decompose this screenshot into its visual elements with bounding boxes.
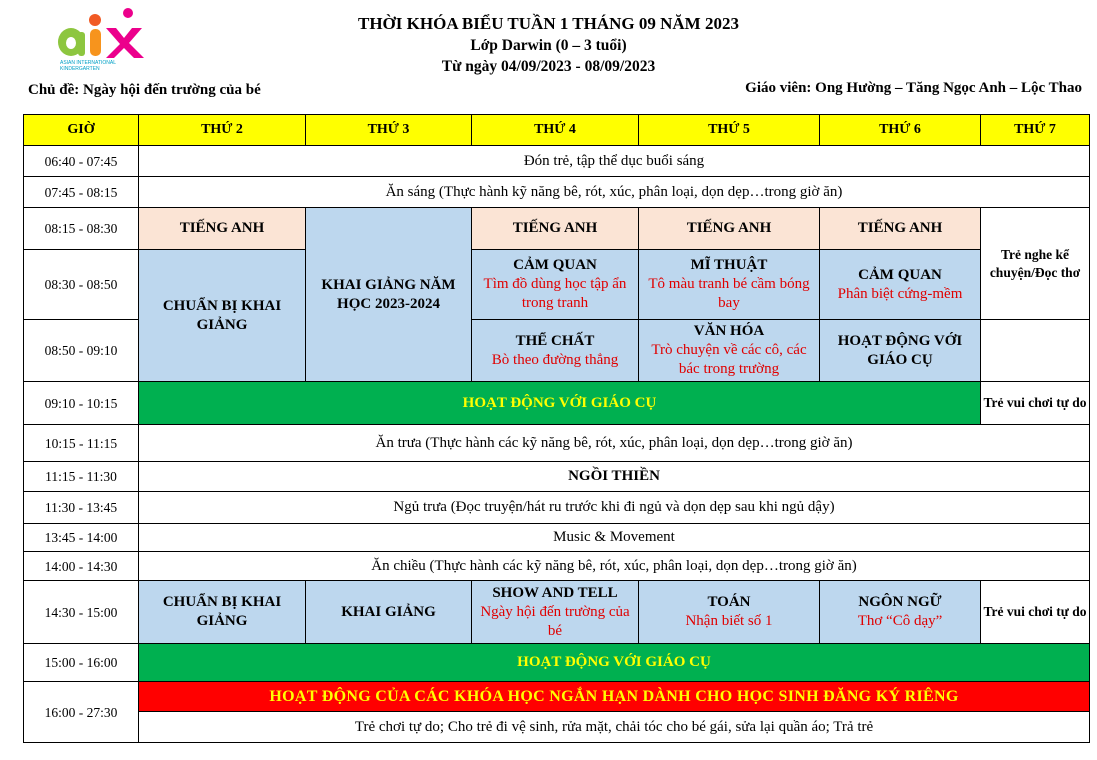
pm-fri-cell (820, 581, 981, 644)
fri-sensory-title: CẢM QUAN (858, 266, 942, 283)
thu-culture-desc: Trò chuyện về các cô, các bác trong trường (651, 342, 807, 377)
col-mon: THỨ 2 (139, 115, 306, 146)
fri-tools-cell: HOẠT ĐỘNG VỚI GIÁO CỤ (820, 320, 981, 382)
header-row (24, 115, 1090, 146)
fri-english-cell: TIẾNG ANH (820, 208, 981, 250)
table-row (24, 644, 1090, 682)
table-row (24, 492, 1090, 524)
wed-sensory-cell (472, 250, 639, 320)
mon-english-cell: TIẾNG ANH (139, 208, 306, 250)
meditation-cell: NGỒI THIỀN (139, 462, 1090, 492)
sat-empty-cell (981, 320, 1090, 382)
pm-thu-title: TOÁN (707, 594, 751, 610)
tools-activity-bar: HOẠT ĐỘNG VỚI GIÁO CỤ (139, 382, 981, 425)
table-row (24, 146, 1090, 177)
logo-text-1: ASIAN INTERNATIONAL (60, 60, 117, 66)
table-row (24, 552, 1090, 581)
pm-wed-cell (472, 581, 639, 644)
table-row (24, 524, 1090, 552)
table-row (24, 581, 1090, 644)
end-of-day-cell: Trẻ chơi tự do; Cho trẻ đi vệ sinh, rửa mặt, chải tóc cho bé gái, sửa lại quần áo; Trả trẻ (139, 712, 1090, 743)
time-cell: 08:50 - 09:10 (24, 320, 139, 382)
nap-cell: Ngủ trưa (Đọc truyện/hát ru trước khi đi ngủ và dọn dẹp sau khi ngủ dậy) (139, 492, 1090, 524)
short-courses-bar: HOẠT ĐỘNG CỦA CÁC KHÓA HỌC NGẮN HẠN DÀNH CHO HỌC SINH ĐĂNG KÝ RIÊNG (139, 682, 1090, 712)
tue-opening-cell: KHAI GIẢNG NĂM HỌC 2023-2024 (306, 208, 472, 382)
wed-physical-desc: Bò theo đường thẳng (491, 351, 619, 368)
thu-art-cell (639, 250, 820, 320)
teachers: Giáo viên: Ong Hường – Tăng Ngọc Anh – Lộc Thao (745, 80, 1082, 96)
sat-story-cell: Trẻ nghe kể chuyện/Đọc thơ (981, 208, 1090, 320)
time-cell: 08:30 - 08:50 (24, 250, 139, 320)
time-cell: 06:40 - 07:45 (24, 146, 139, 177)
thu-art-desc: Tô màu tranh bé cầm bóng bay (648, 276, 810, 311)
pm-mon-cell: CHUẨN BỊ KHAI GIẢNG (139, 581, 306, 644)
wed-sensory-desc: Tìm đồ dùng học tập ẩn trong tranh (483, 276, 627, 311)
pm-thu-desc: Nhận biết số 1 (685, 613, 773, 629)
table-row (24, 177, 1090, 208)
time-cell: 10:15 - 11:15 (24, 425, 139, 462)
col-sat: THỨ 7 (981, 115, 1090, 146)
logo-text-2: KINDERGARTEN (60, 66, 100, 72)
time-cell: 14:30 - 15:00 (24, 581, 139, 644)
pm-sat-cell: Trẻ vui chơi tự do (981, 581, 1090, 644)
time-cell: 13:45 - 14:00 (24, 524, 139, 552)
timetable (23, 114, 1090, 743)
pm-thu-cell (639, 581, 820, 644)
thu-culture-cell (639, 320, 820, 382)
wed-sensory-title: CẢM QUAN (513, 257, 597, 273)
col-time: GIỜ (24, 115, 139, 146)
breakfast-cell: Ăn sáng (Thực hành kỹ năng bê, rót, xúc, phân loại, dọn dẹp…trong giờ ăn) (139, 177, 1090, 208)
table-row (24, 682, 1090, 712)
time-cell: 14:00 - 14:30 (24, 552, 139, 581)
col-thu: THỨ 5 (639, 115, 820, 146)
music-cell: Music & Movement (139, 524, 1090, 552)
time-cell: 11:15 - 11:30 (24, 462, 139, 492)
thu-english-cell: TIẾNG ANH (639, 208, 820, 250)
col-wed: THỨ 4 (472, 115, 639, 146)
time-cell: 08:15 - 08:30 (24, 208, 139, 250)
table-row (24, 250, 1090, 320)
sat-free-play-cell: Trẻ vui chơi tự do (981, 382, 1090, 425)
fri-sensory-cell (820, 250, 981, 320)
table-row (24, 712, 1090, 743)
pm-fri-title: NGÔN NGỮ (858, 594, 942, 610)
thu-culture-title: VĂN HÓA (693, 323, 765, 339)
wed-physical-cell (472, 320, 639, 382)
col-fri: THỨ 6 (820, 115, 981, 146)
mon-prep-cell: CHUẨN BỊ KHAI GIẢNG (139, 250, 306, 382)
col-tue: THỨ 3 (306, 115, 472, 146)
table-row (24, 382, 1090, 425)
pm-wed-desc: Ngày hội đến trường của bé (480, 603, 630, 639)
pm-tue-cell: KHAI GIẢNG (306, 581, 472, 644)
class-name: Lớp Darwin (0 – 3 tuổi) (470, 37, 627, 54)
time-cell: 16:00 - 27:30 (24, 682, 139, 743)
pm-wed-title: SHOW AND TELL (492, 584, 618, 601)
topic: Chủ đề: Ngày hội đến trường của bé (28, 82, 261, 98)
page-title: THỜI KHÓA BIỂU TUẦN 1 THÁNG 09 NĂM 2023 (358, 14, 739, 33)
pm-tools-activity-bar: HOẠT ĐỘNG VỚI GIÁO CỤ (139, 644, 1090, 682)
thu-art-title: MĨ THUẬT (690, 257, 768, 273)
lunch-cell: Ăn trưa (Thực hành các kỹ năng bê, rót, xúc, phân loại, dọn dẹp…trong giờ ăn) (139, 425, 1090, 462)
time-cell: 07:45 - 08:15 (24, 177, 139, 208)
fri-sensory-desc: Phân biệt cứng-mềm (837, 285, 963, 302)
time-cell: 15:00 - 16:00 (24, 644, 139, 682)
time-cell: 11:30 - 13:45 (24, 492, 139, 524)
time-cell: 09:10 - 10:15 (24, 382, 139, 425)
wed-english-cell: TIẾNG ANH (472, 208, 639, 250)
snack-cell: Ăn chiều (Thực hành các kỹ năng bê, rót, xúc, phân loại, dọn dẹp…trong giờ ăn) (139, 552, 1090, 581)
pm-fri-desc: Thơ “Cô dạy” (857, 613, 943, 629)
date-range: Từ ngày 04/09/2023 - 08/09/2023 (441, 58, 656, 75)
table-row (24, 425, 1090, 462)
wed-physical-title: THỂ CHẤT (515, 332, 595, 349)
table-row (24, 462, 1090, 492)
table-row (24, 208, 1090, 250)
arrival-cell: Đón trẻ, tập thể dục buổi sáng (139, 146, 1090, 177)
